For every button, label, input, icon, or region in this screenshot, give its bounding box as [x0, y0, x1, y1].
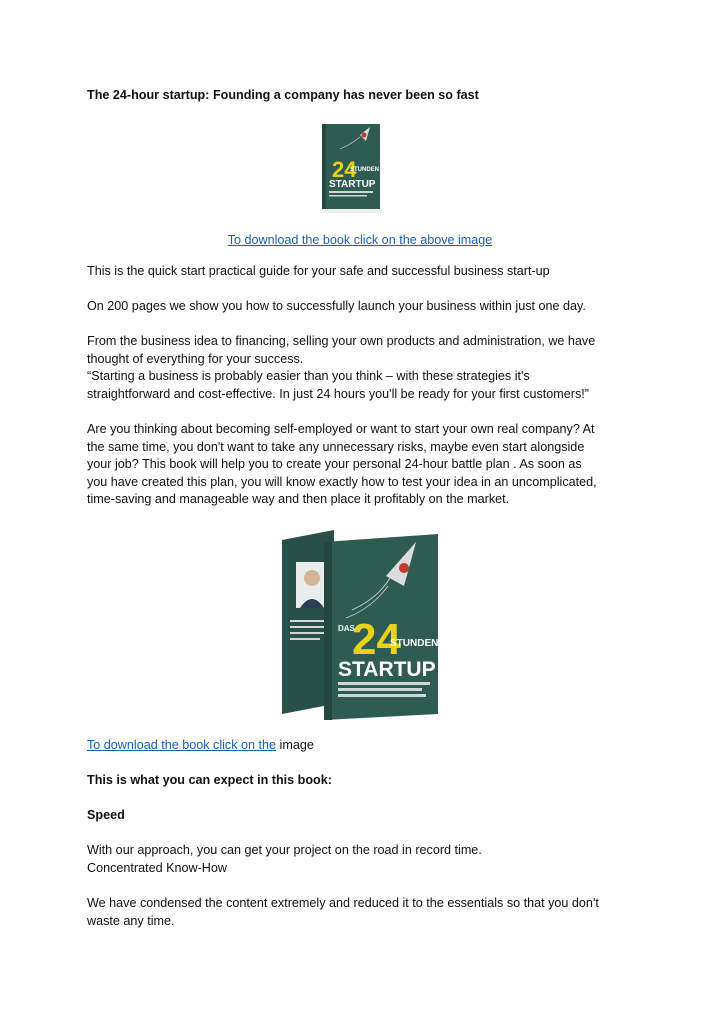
- paragraph-line: Are you thinking about becoming self-employed or want to start your own real company? At: [87, 422, 595, 436]
- cover-word-startup-large: STARTUP: [338, 658, 436, 681]
- download-link-text[interactable]: To download the book click on the: [87, 738, 277, 752]
- quote-line: “Starting a business is probably easier than you think – with these strategies it's: [87, 369, 530, 383]
- cover-word-stunden-large: STUNDEN: [390, 638, 439, 649]
- cover-word-startup: STARTUP: [329, 179, 376, 190]
- paragraph-line: waste any time.: [87, 913, 175, 928]
- paragraph-line: your job? This book will help you to create your personal 24-hour battle plan . As soon as: [87, 457, 582, 471]
- cover-number-large: 24: [352, 615, 401, 664]
- condensed-paragraph: [87, 895, 647, 930]
- paragraph-line: From the business idea to financing, selling your own products and administration, we have: [87, 334, 596, 348]
- expect-heading: This is what you can expect in this book:: [87, 773, 332, 787]
- quote-line: straightforward and cost-effective. In just 24 hours you'll be ready for your first customers!”: [87, 386, 589, 401]
- download-link-below: [87, 737, 647, 755]
- pages-text: On 200 pages we show you how to successfully launch your business within just one day.: [87, 299, 586, 313]
- paragraph-line: time-saving and manageable way and then place it profitably on the market.: [87, 492, 510, 506]
- paragraph-line: We have condensed the content extremely and reduced it to the essentials so that you don't: [87, 896, 599, 910]
- cover-prefix: DAS: [338, 624, 355, 633]
- paragraph-line: the same time, you don't want to take any unnecessary risks, maybe even start alongside: [87, 439, 585, 454]
- paragraph-line: thought of everything for your success.: [87, 351, 304, 366]
- paragraph-from: [87, 333, 647, 403]
- cover-word-stunden: STUNDEN: [350, 167, 380, 173]
- page-title: The 24-hour startup: Founding a company has never been so fast: [87, 88, 479, 102]
- speed-paragraph: [87, 842, 647, 877]
- download-link-above[interactable]: [0, 232, 720, 250]
- cover-number: 24: [332, 157, 357, 182]
- download-link-text[interactable]: To download the book click on the above image: [227, 233, 493, 247]
- paragraph-line: Concentrated Know-How: [87, 860, 228, 875]
- paragraph-line: you have created this plan, you will know exactly how to test your idea in an uncomplicated,: [87, 474, 597, 489]
- speed-heading: Speed: [87, 808, 125, 822]
- download-link-tail: image: [276, 738, 314, 752]
- paragraph-line: With our approach, you can get your project on the road in record time.: [87, 843, 482, 857]
- book-3d-image[interactable]: [278, 528, 440, 720]
- paragraph-are: [87, 421, 647, 509]
- book-cover-image[interactable]: [320, 123, 382, 213]
- intro-text: This is the quick start practical guide for your safe and successful business start-up: [87, 264, 550, 278]
